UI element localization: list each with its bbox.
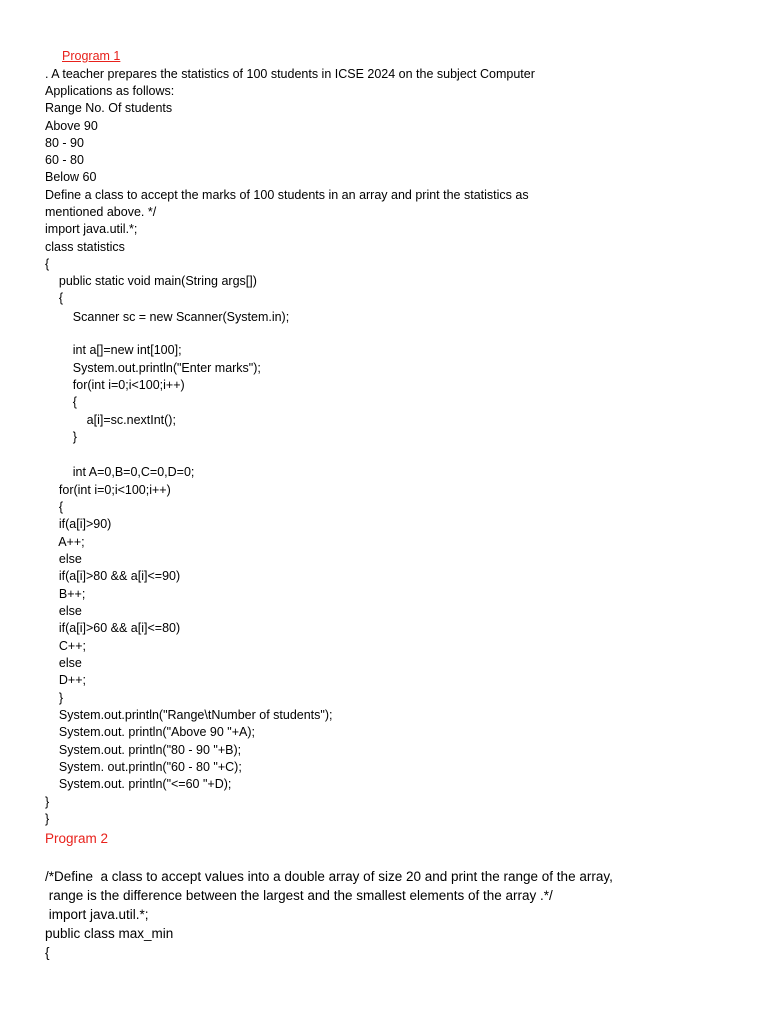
code-line: else bbox=[45, 656, 82, 670]
code-line: else bbox=[45, 552, 82, 566]
program-1-heading: Program 1 bbox=[62, 49, 121, 63]
code-line: Scanner sc = new Scanner(System.in); bbox=[45, 310, 290, 324]
code-line: System. out.println("60 - 80 "+C); bbox=[45, 760, 242, 774]
code-line: else bbox=[45, 604, 82, 618]
code-line: B++; bbox=[45, 587, 86, 601]
code-line: D++; bbox=[45, 673, 86, 687]
text-line: Range No. Of students bbox=[45, 101, 173, 115]
code-line: } bbox=[45, 795, 50, 809]
text-line: range is the difference between the largest and the smallest elements of the array .*/ bbox=[45, 888, 553, 903]
text-line: mentioned above. */ bbox=[45, 205, 157, 219]
code-line: { bbox=[45, 291, 64, 305]
text-line: Below 60 bbox=[45, 170, 97, 184]
code-line: } bbox=[45, 812, 50, 826]
code-line: A++; bbox=[45, 535, 85, 549]
text-line: Define a class to accept the marks of 100 students in an array and print the statistics as bbox=[45, 188, 529, 202]
code-line: class statistics bbox=[45, 240, 125, 254]
code-line: System.out.println("Enter marks"); bbox=[45, 361, 261, 375]
code-line: System.out.println("Range\tNumber of students"); bbox=[45, 708, 333, 722]
text-line: Applications as follows: bbox=[45, 84, 175, 98]
code-line: System.out. println("Above 90 "+A); bbox=[45, 725, 256, 739]
code-line: } bbox=[45, 691, 64, 705]
code-line: if(a[i]>90) bbox=[45, 517, 112, 531]
program-2-heading: Program 2 bbox=[45, 831, 109, 846]
code-line: public class max_min bbox=[45, 926, 174, 941]
code-line: if(a[i]>60 && a[i]<=80) bbox=[45, 621, 181, 635]
code-line: for(int i=0;i<100;i++) bbox=[45, 483, 171, 497]
code-line: for(int i=0;i<100;i++) bbox=[45, 378, 185, 392]
text-line: /*Define a class to accept values into a double array of size 20 and print the range of the array, bbox=[45, 869, 613, 884]
code-line: import java.util.*; bbox=[45, 222, 138, 236]
code-line: a[i]=sc.nextInt(); bbox=[45, 413, 176, 427]
text-line: Above 90 bbox=[45, 119, 98, 133]
code-line: int a[]=new int[100]; bbox=[45, 343, 182, 357]
text-line: 80 - 90 bbox=[45, 136, 84, 150]
code-line: int A=0,B=0,C=0,D=0; bbox=[45, 465, 195, 479]
code-line: { bbox=[45, 945, 50, 960]
code-line: { bbox=[45, 500, 64, 514]
code-line: C++; bbox=[45, 639, 86, 653]
code-line: { bbox=[45, 395, 77, 409]
code-line: if(a[i]>80 && a[i]<=90) bbox=[45, 569, 181, 583]
text-line: 60 - 80 bbox=[45, 153, 84, 167]
code-line: System.out. println("<=60 "+D); bbox=[45, 777, 232, 791]
code-line: System.out. println("80 - 90 "+B); bbox=[45, 743, 242, 757]
code-line: import java.util.*; bbox=[45, 907, 149, 922]
code-line: } bbox=[45, 430, 77, 444]
code-line: public static void main(String args[]) bbox=[45, 274, 257, 288]
text-line: . A teacher prepares the statistics of 100 students in ICSE 2024 on the subject Computer bbox=[45, 67, 535, 81]
code-line: { bbox=[45, 257, 50, 271]
